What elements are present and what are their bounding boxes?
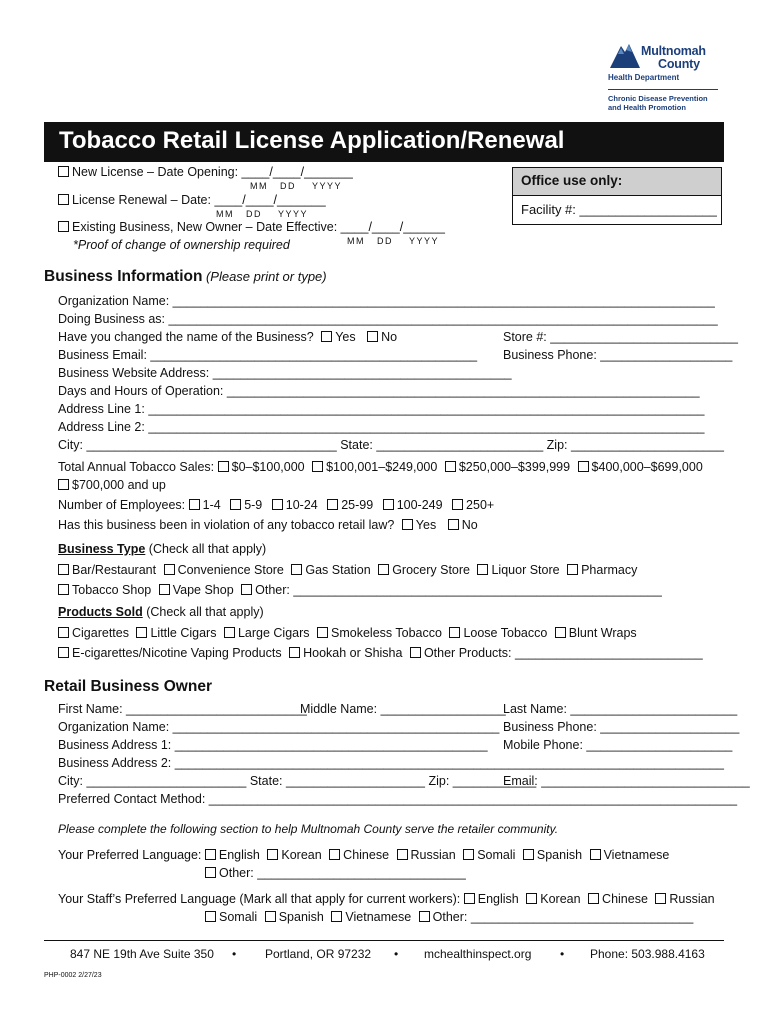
owner-city-state-zip-field[interactable]: City: _______________________ State: ____________________ Zip: ____________ bbox=[58, 774, 537, 788]
dba-field[interactable]: Doing Business as: _______________________________________________________________________________ bbox=[58, 312, 718, 326]
pref-russian-checkbox[interactable] bbox=[397, 849, 408, 860]
org-name-field[interactable]: Organization Name: ______________________________________________________________________________ bbox=[58, 294, 715, 308]
sales-option-5-checkbox[interactable] bbox=[58, 479, 69, 490]
website-field[interactable]: Business Website Address: ___________________________________________ bbox=[58, 366, 512, 380]
sales-option-3-checkbox[interactable] bbox=[445, 461, 456, 472]
loose-tobacco-checkbox[interactable] bbox=[449, 627, 460, 638]
city-state-zip-field[interactable]: City: ____________________________________ State: ________________________ Zip: ______________________ bbox=[58, 438, 724, 452]
multnomah-county-logo bbox=[608, 40, 718, 116]
name-change-question: Have you changed the name of the Business? Yes No bbox=[58, 330, 398, 344]
logo-org-line1: Multnomah bbox=[641, 44, 706, 58]
e-cigarettes-checkbox[interactable] bbox=[58, 647, 69, 658]
date-format-hint-3: MM DD YYYY bbox=[347, 236, 440, 246]
preferred-contact-field[interactable]: Preferred Contact Method: ____________________________________________________________________________ bbox=[58, 792, 738, 806]
title-bar bbox=[44, 122, 724, 162]
facility-number-field[interactable]: Facility #: ___________________ bbox=[521, 202, 717, 217]
convenience-store-checkbox[interactable] bbox=[164, 564, 175, 575]
staff-russian-checkbox[interactable] bbox=[655, 893, 666, 904]
sales-label: Total Annual Tobacco Sales: bbox=[58, 460, 215, 474]
violation-question: Has this business been in violation of any tobacco retail law? bbox=[58, 518, 395, 532]
footer-phone: Phone: 503.988.4163 bbox=[590, 947, 705, 961]
business-info-heading: Business Information (Please print or type) bbox=[44, 268, 327, 285]
pref-somali-checkbox[interactable] bbox=[463, 849, 474, 860]
office-use-header bbox=[513, 168, 721, 196]
staff-language-row: Your Staff’s Preferred Language (Mark all that apply for current workers): English Korean Chinese Russian bbox=[58, 892, 715, 906]
employees-option-5-checkbox[interactable] bbox=[383, 499, 394, 510]
existing-business-option[interactable] bbox=[58, 220, 445, 234]
pref-other-row bbox=[205, 866, 466, 880]
violation-row: Has this business been in violation of any tobacco retail law? Yes No bbox=[58, 518, 478, 532]
owner-address2-field[interactable]: Business Address 2: _______________________________________________________________________________ bbox=[58, 756, 724, 770]
footer-website-link[interactable]: mchealthinspect.org bbox=[424, 947, 532, 961]
footer-rule bbox=[44, 940, 724, 941]
owner-address1-field[interactable]: Business Address 1: _____________________________________________ bbox=[58, 738, 488, 752]
pharmacy-checkbox[interactable] bbox=[567, 564, 578, 575]
address-line1-field[interactable]: Address Line 1: ________________________________________________________________________________ bbox=[58, 402, 705, 416]
products-row2: E-cigarettes/Nicotine Vaping Products Hookah or Shisha Other Products: ___________________________ bbox=[58, 646, 703, 660]
date-format-hint-1: MM DD YYYY bbox=[250, 181, 343, 191]
preferred-language-row: Your Preferred Language: English Korean Chinese Russian Somali Spanish Vietnamese bbox=[58, 848, 670, 862]
staff-korean-checkbox[interactable] bbox=[526, 893, 537, 904]
pref-vietnamese-checkbox[interactable] bbox=[590, 849, 601, 860]
business-type-heading: Business Type (Check all that apply) bbox=[58, 542, 267, 556]
employees-option-2-checkbox[interactable] bbox=[230, 499, 241, 510]
employees-option-3-checkbox[interactable] bbox=[272, 499, 283, 510]
business-type-other-field[interactable]: Other: _____________________________________________________ bbox=[255, 583, 662, 597]
renewal-label: License Renewal – Date: ____/____/_______ bbox=[72, 193, 326, 207]
other-products-checkbox[interactable] bbox=[410, 647, 421, 658]
staff-somali-checkbox[interactable] bbox=[205, 911, 216, 922]
footer-address: 847 NE 19th Ave Suite 350 bbox=[70, 947, 214, 961]
preferred-language-label: Your Preferred Language: bbox=[58, 848, 202, 862]
name-change-yes-checkbox[interactable] bbox=[321, 331, 332, 342]
community-intro: Please complete the following section to help Multnomah County serve the retailer community. bbox=[58, 822, 559, 836]
store-number-field[interactable]: Store #: ___________________________ bbox=[503, 330, 738, 344]
employees-option-4-checkbox[interactable] bbox=[327, 499, 338, 510]
employees-option-6-checkbox[interactable] bbox=[452, 499, 463, 510]
proof-note: *Proof of change of ownership required bbox=[73, 238, 290, 252]
cigarettes-checkbox[interactable] bbox=[58, 627, 69, 638]
owner-business-phone-field[interactable]: Business Phone: ____________________ bbox=[503, 720, 740, 734]
logo-org-line2: County bbox=[658, 57, 700, 71]
staff-other-checkbox[interactable] bbox=[419, 911, 430, 922]
pref-other-checkbox[interactable] bbox=[205, 867, 216, 878]
sales-option-1-checkbox[interactable] bbox=[218, 461, 229, 472]
gas-station-checkbox[interactable] bbox=[291, 564, 302, 575]
logo-program-line1: Chronic Disease Prevention bbox=[608, 94, 708, 103]
sales-row-2: $700,000 and up bbox=[58, 478, 166, 492]
owner-email-field[interactable]: Email: ______________________________ bbox=[503, 774, 750, 788]
owner-org-field[interactable]: Organization Name: _______________________________________________ bbox=[58, 720, 500, 734]
form-code: PHP-0002 2/27/23 bbox=[44, 972, 102, 979]
footer-city: Portland, OR 97232 bbox=[265, 947, 372, 961]
name-change-no-checkbox[interactable] bbox=[367, 331, 378, 342]
date-format-hint-2: MM DD YYYY bbox=[216, 209, 309, 219]
business-phone-field[interactable]: Business Phone: ___________________ bbox=[503, 348, 733, 362]
existing-business-checkbox[interactable] bbox=[58, 221, 69, 232]
owner-first-name-field[interactable]: First Name: __________________________ bbox=[58, 702, 307, 716]
smokeless-tobacco-checkbox[interactable] bbox=[317, 627, 328, 638]
blunt-wraps-checkbox[interactable] bbox=[555, 627, 566, 638]
footer-bullet-1: • bbox=[232, 947, 237, 961]
products-heading: Products Sold (Check all that apply) bbox=[58, 605, 264, 619]
sales-option-4-checkbox[interactable] bbox=[578, 461, 589, 472]
vape-shop-checkbox[interactable] bbox=[159, 584, 170, 595]
owner-last-name-field[interactable]: Last Name: ________________________ bbox=[503, 702, 738, 716]
renewal-option[interactable] bbox=[58, 193, 326, 207]
name-change-label: Have you changed the name of the Business? bbox=[58, 330, 314, 344]
sales-option-2-checkbox[interactable] bbox=[312, 461, 323, 472]
sales-row: Total Annual Tobacco Sales: $0–$100,000 $100,001–$249,000 $250,000–$399,999 $400,000–$699,000 bbox=[58, 460, 703, 474]
pref-other-field[interactable]: Other: ______________________________ bbox=[219, 866, 466, 880]
employees-row: Number of Employees: 1-4 5-9 10-24 25-99 100-249 250+ bbox=[58, 498, 495, 512]
pref-chinese-checkbox[interactable] bbox=[329, 849, 340, 860]
bar-restaurant-checkbox[interactable] bbox=[58, 564, 69, 575]
new-license-checkbox[interactable] bbox=[58, 166, 69, 177]
staff-vietnamese-checkbox[interactable] bbox=[331, 911, 342, 922]
employees-option-1-checkbox[interactable] bbox=[189, 499, 200, 510]
pref-spanish-checkbox[interactable] bbox=[523, 849, 534, 860]
business-email-field[interactable]: Business Email: _______________________________________________ bbox=[58, 348, 478, 362]
business-type-row2: Tobacco Shop Vape Shop Other: _____________________________________________________ bbox=[58, 583, 662, 597]
staff-language-label: Your Staff’s Preferred Language (Mark all that apply for current workers): bbox=[58, 892, 461, 906]
little-cigars-checkbox[interactable] bbox=[136, 627, 147, 638]
large-cigars-checkbox[interactable] bbox=[224, 627, 235, 638]
owner-mobile-phone-field[interactable]: Mobile Phone: _____________________ bbox=[503, 738, 733, 752]
hours-field[interactable]: Days and Hours of Operation: ____________________________________________________________________ bbox=[58, 384, 700, 398]
other-products-field[interactable]: Other Products: ___________________________ bbox=[423, 646, 703, 660]
existing-business-label: Existing Business, New Owner – Date Effective: ____/____/______ bbox=[72, 220, 445, 234]
pref-korean-checkbox[interactable] bbox=[267, 849, 278, 860]
office-use-heading: Office use only: bbox=[521, 173, 623, 188]
business-type-row1: Bar/Restaurant Convenience Store Gas Station Grocery Store Liquor Store Pharmacy bbox=[58, 563, 637, 577]
staff-chinese-checkbox[interactable] bbox=[588, 893, 599, 904]
staff-english-checkbox[interactable] bbox=[464, 893, 475, 904]
logo-rule bbox=[608, 89, 718, 90]
logo-dept: Health Department bbox=[608, 73, 680, 82]
liquor-store-checkbox[interactable] bbox=[477, 564, 488, 575]
renewal-checkbox[interactable] bbox=[58, 194, 69, 205]
staff-other-field[interactable]: Other: ________________________________ bbox=[432, 910, 694, 924]
footer-bullet-3: • bbox=[560, 947, 565, 961]
staff-language-row2: Somali Spanish Vietnamese Other: ________________________________ bbox=[205, 910, 693, 924]
mountain-logo-icon bbox=[610, 42, 640, 68]
hookah-checkbox[interactable] bbox=[289, 647, 300, 658]
grocery-store-checkbox[interactable] bbox=[378, 564, 389, 575]
staff-spanish-checkbox[interactable] bbox=[265, 911, 276, 922]
products-row1: Cigarettes Little Cigars Large Cigars Smokeless Tobacco Loose Tobacco Blunt Wraps bbox=[58, 626, 637, 640]
tobacco-shop-checkbox[interactable] bbox=[58, 584, 69, 595]
office-use-box bbox=[512, 167, 722, 225]
footer-bullet-2: • bbox=[394, 947, 399, 961]
violation-yes-checkbox[interactable] bbox=[402, 519, 413, 530]
new-license-option[interactable] bbox=[58, 165, 353, 179]
owner-middle-name-field[interactable]: Middle Name: __________________ bbox=[300, 702, 506, 716]
form-title: Tobacco Retail License Application/Renewal bbox=[59, 127, 565, 154]
new-license-label: New License – Date Opening: ____/____/_______ bbox=[72, 165, 353, 179]
logo-program-line2: and Health Promotion bbox=[608, 103, 686, 112]
owner-heading: Retail Business Owner bbox=[44, 678, 212, 695]
pref-english-checkbox[interactable] bbox=[205, 849, 216, 860]
employees-label: Number of Employees: bbox=[58, 498, 186, 512]
address-line2-field[interactable]: Address Line 2: ________________________________________________________________________________ bbox=[58, 420, 705, 434]
business-type-other-checkbox[interactable] bbox=[241, 584, 252, 595]
violation-no-checkbox[interactable] bbox=[448, 519, 459, 530]
